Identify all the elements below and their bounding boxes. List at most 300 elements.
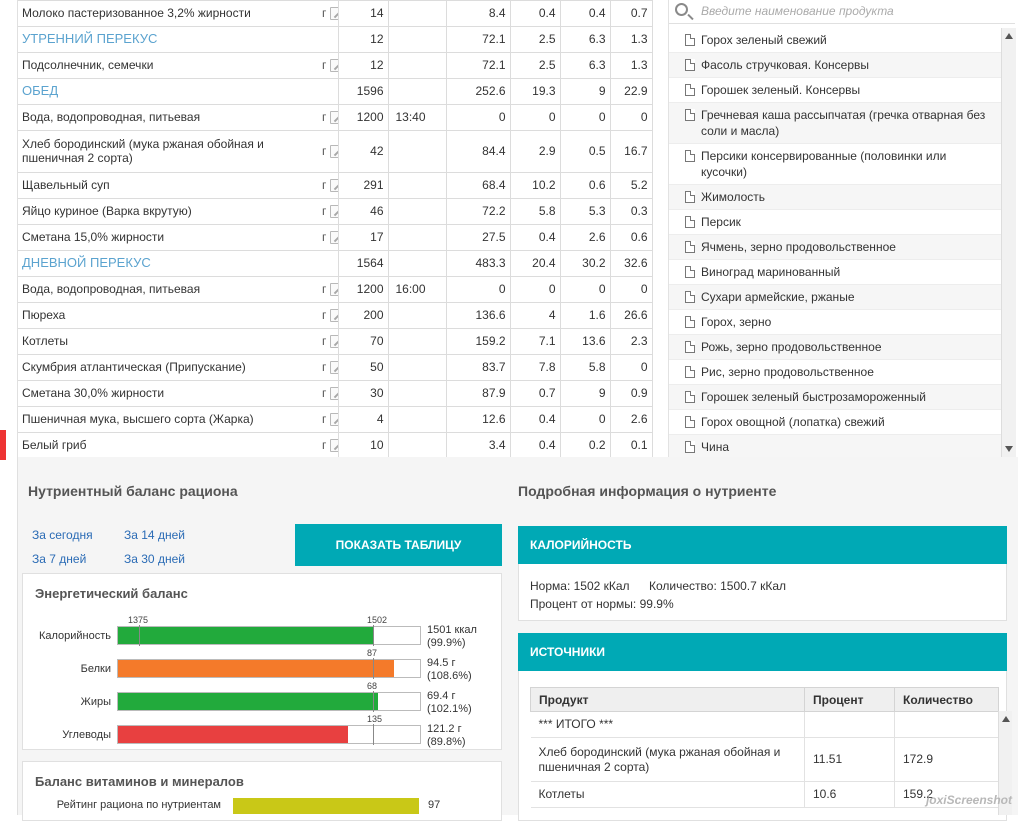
bar-percent: (89.8%) (427, 736, 466, 748)
unit-cell[interactable] (318, 172, 338, 198)
period-30-days-link[interactable]: За 30 дней (124, 552, 185, 566)
food-row[interactable] (18, 172, 652, 198)
bar-fill (118, 693, 378, 710)
food-row[interactable] (18, 354, 652, 380)
bar-value: 94.5 г (427, 657, 456, 669)
kcal-cell: 3.4 (446, 432, 510, 457)
document-icon (685, 291, 695, 303)
product-name: Горошек зеленый. Консервы (701, 83, 861, 97)
product-name: Горох зеленый свежий (701, 33, 827, 47)
balance-title: Нутриентный баланс рациона (28, 483, 238, 499)
carbs-cell: 32.6 (610, 250, 652, 276)
document-icon (685, 416, 695, 428)
carbs-cell: 22.9 (610, 78, 652, 104)
food-name: Яйцо куриное (Варка вкрутую) (18, 198, 318, 224)
protein-cell: 2.5 (510, 52, 560, 78)
bar-value: 121.2 г (427, 723, 462, 735)
unit-label: г (322, 57, 327, 72)
unit-label: г (322, 281, 327, 296)
amount-text: Количество: 1500.7 кКал (649, 579, 787, 593)
fat-cell: 0.2 (560, 432, 610, 457)
show-table-button[interactable]: ПОКАЗАТЬ ТАБЛИЦУ (295, 524, 502, 566)
carbs-cell: 5.2 (610, 172, 652, 198)
bar-label: Углеводы (62, 729, 111, 741)
unit-cell[interactable] (318, 380, 338, 406)
product-item[interactable] (669, 410, 1001, 435)
calories-header: КАЛОРИЙНОСТЬ (518, 526, 1007, 564)
edit-icon[interactable] (330, 387, 338, 400)
fat-cell: 0.6 (560, 172, 610, 198)
carbs-cell: 0.1 (610, 432, 652, 457)
watermark-text: joxiScreenshot (925, 793, 1012, 807)
amount-cell: 10 (338, 432, 388, 457)
fat-cell: 9 (560, 78, 610, 104)
edit-icon[interactable] (330, 413, 338, 426)
fat-cell: 5.8 (560, 354, 610, 380)
document-icon (685, 341, 695, 353)
bar-value: 1501 ккал (427, 624, 477, 636)
carbs-cell: 0 (610, 104, 652, 130)
food-row[interactable] (18, 406, 652, 432)
food-row[interactable] (18, 328, 652, 354)
food-row[interactable] (18, 52, 652, 78)
fat-cell: 0 (560, 406, 610, 432)
unit-cell[interactable] (318, 52, 338, 78)
product-list-scrollbar[interactable] (1001, 28, 1016, 457)
rating-label: Рейтинг рациона по нутриентам (56, 799, 221, 811)
unit-cell[interactable] (318, 354, 338, 380)
bar-label: Калорийность (38, 630, 111, 642)
nutrient-info-title: Подробная информация о нутриенте (518, 483, 777, 499)
food-name: Сметана 15,0% жирности (18, 224, 318, 250)
food-name: Хлеб бородинский (мука ржаная обойная и пшеничная 2 сорта) (18, 130, 318, 172)
carbs-cell: 1.3 (610, 26, 652, 52)
protein-cell: 0.4 (510, 224, 560, 250)
food-name: Скумбрия атлантическая (Припускание) (18, 354, 318, 380)
kcal-cell: 72.1 (446, 26, 510, 52)
vitamins-card (22, 761, 502, 821)
protein-cell: 0 (510, 104, 560, 130)
product-name: Чина (701, 440, 730, 454)
edit-icon[interactable] (330, 283, 338, 296)
meal-row[interactable] (18, 26, 652, 52)
protein-cell: 19.3 (510, 78, 560, 104)
energy-bar (117, 692, 421, 711)
unit-label: г (322, 229, 327, 244)
food-name: Вода, водопроводная, питьевая (18, 104, 318, 130)
product-name: Жимолость (701, 190, 766, 204)
food-name: Котлеты (18, 328, 318, 354)
edit-icon[interactable] (330, 205, 338, 218)
meal-name: ДНЕВНОЙ ПЕРЕКУС (18, 250, 318, 276)
amount-cell: 46 (338, 198, 388, 224)
carbs-cell: 0 (610, 354, 652, 380)
unit-label: г (322, 411, 327, 426)
carbs-cell: 2.3 (610, 328, 652, 354)
protein-cell: 2.9 (510, 130, 560, 172)
carbs-cell: 0 (610, 276, 652, 302)
scroll-down-icon[interactable] (1005, 446, 1013, 452)
product-item[interactable] (669, 28, 1001, 53)
fat-cell: 0.5 (560, 130, 610, 172)
amount-cell: 17 (338, 224, 388, 250)
norm-marker (373, 625, 374, 646)
product-search-input[interactable] (699, 2, 1009, 20)
amount-cell: 291 (338, 172, 388, 198)
fat-cell: 0 (560, 276, 610, 302)
bar-value: 69.4 г (427, 690, 456, 702)
document-icon (685, 441, 695, 453)
unit-cell[interactable] (318, 198, 338, 224)
source-amount-cell (895, 712, 999, 738)
fat-cell: 30.2 (560, 250, 610, 276)
carbs-cell: 2.6 (610, 406, 652, 432)
product-name: Горошек зеленый быстрозамороженный (701, 390, 927, 404)
kcal-cell: 84.4 (446, 130, 510, 172)
energy-bar (117, 725, 421, 744)
source-percent-cell: 10.6 (805, 782, 895, 808)
fat-cell: 13.6 (560, 328, 610, 354)
unit-label: г (322, 437, 327, 452)
unit-cell[interactable] (318, 328, 338, 354)
kcal-cell: 87.9 (446, 380, 510, 406)
amount-cell: 1596 (338, 78, 388, 104)
time-cell (388, 224, 446, 250)
carbs-cell: 0.7 (610, 0, 652, 26)
food-row[interactable] (18, 198, 652, 224)
unit-cell[interactable] (318, 130, 338, 172)
kcal-cell: 27.5 (446, 224, 510, 250)
kcal-cell: 252.6 (446, 78, 510, 104)
source-row[interactable] (531, 712, 999, 738)
protein-cell: 0.7 (510, 380, 560, 406)
time-cell (388, 250, 446, 276)
sources-header: ИСТОЧНИКИ (518, 633, 1007, 671)
product-item[interactable] (669, 435, 1001, 457)
unit-label: г (322, 203, 327, 218)
source-product-cell: Хлеб бородинский (мука ржаная обойная и пшеничная 2 сорта) (531, 738, 805, 782)
time-cell (388, 52, 446, 78)
unit-label: г (322, 5, 327, 20)
kcal-cell: 483.3 (446, 250, 510, 276)
amount-cell: 1200 (338, 276, 388, 302)
period-14-days-link[interactable]: За 14 дней (124, 528, 185, 542)
time-cell (388, 172, 446, 198)
food-name: Пюреха (18, 302, 318, 328)
meal-row[interactable] (18, 250, 652, 276)
food-name: Подсолнечник, семечки (18, 52, 318, 78)
source-amount-cell: 159.2 (895, 782, 999, 808)
source-percent-cell: 11.51 (805, 738, 895, 782)
norm-label: 68 (367, 681, 378, 691)
document-icon (685, 241, 695, 253)
amount-cell: 1564 (338, 250, 388, 276)
kcal-cell: 8.4 (446, 0, 510, 26)
amount-cell: 70 (338, 328, 388, 354)
food-name: Белый гриб (18, 432, 318, 457)
source-product-cell: Котлеты (531, 782, 805, 808)
amount-cell: 30 (338, 380, 388, 406)
food-name: Молоко пастеризованное 3,2% жирности (18, 0, 318, 26)
edit-icon[interactable] (330, 231, 338, 244)
product-name: Рис, зерно продовольственное (701, 365, 874, 379)
kcal-cell: 12.6 (446, 406, 510, 432)
time-cell (388, 328, 446, 354)
edit-icon[interactable] (330, 59, 338, 72)
document-icon (685, 191, 695, 203)
document-icon (685, 84, 695, 96)
sources-table (530, 687, 999, 808)
unit-cell[interactable] (318, 302, 338, 328)
food-name: Щавельный суп (18, 172, 318, 198)
nutrient-balance-area (18, 457, 1018, 815)
energy-balance-card (22, 573, 502, 750)
product-item[interactable] (669, 144, 1001, 185)
percent-text: Процент от нормы: 99.9% (530, 597, 674, 611)
food-row[interactable] (18, 432, 652, 457)
carbs-cell: 1.3 (610, 52, 652, 78)
kcal-cell: 0 (446, 104, 510, 130)
sources-column-product[interactable]: Продукт (531, 688, 805, 712)
kcal-cell: 159.2 (446, 328, 510, 354)
fat-cell: 1.6 (560, 302, 610, 328)
protein-cell: 4 (510, 302, 560, 328)
bar-percent: (99.9%) (427, 637, 466, 649)
product-name: Горох овощной (лопатка) свежий (701, 415, 885, 429)
amount-cell: 200 (338, 302, 388, 328)
product-name: Виноград маринованный (701, 265, 841, 279)
product-item[interactable] (669, 385, 1001, 410)
fat-cell: 6.3 (560, 26, 610, 52)
document-icon (685, 109, 695, 121)
product-name: Гречневая каша рассыпчатая (гречка отварная без соли и масла) (701, 108, 986, 138)
kcal-cell: 0 (446, 276, 510, 302)
protein-cell: 7.8 (510, 354, 560, 380)
unit-cell (318, 78, 338, 104)
amount-cell: 12 (338, 26, 388, 52)
time-cell (388, 432, 446, 457)
source-amount-cell: 172.9 (895, 738, 999, 782)
edit-icon[interactable] (330, 335, 338, 348)
period-7-days-link[interactable]: За 7 дней (32, 552, 87, 566)
amount-cell: 50 (338, 354, 388, 380)
unit-cell (318, 250, 338, 276)
bar-percent: (102.1%) (427, 703, 472, 715)
vitamins-title: Баланс витаминов и минералов (35, 774, 244, 789)
min-label: 1375 (128, 615, 149, 625)
food-row[interactable] (18, 104, 652, 130)
carbs-cell: 0.9 (610, 380, 652, 406)
unit-label: г (322, 359, 327, 374)
protein-cell: 0.4 (510, 406, 560, 432)
product-name: Фасоль стручковая. Консервы (701, 58, 869, 72)
product-name: Рожь, зерно продовольственное (701, 340, 882, 354)
source-percent-cell (805, 712, 895, 738)
nutrient-summary-card (518, 564, 1007, 621)
edit-icon[interactable] (330, 179, 338, 192)
time-cell (388, 198, 446, 224)
document-icon (685, 316, 695, 328)
kcal-cell: 68.4 (446, 172, 510, 198)
meal-name: УТРЕННИЙ ПЕРЕКУС (18, 26, 318, 52)
product-search-panel (668, 0, 1018, 457)
edit-icon[interactable] (330, 361, 338, 374)
unit-cell[interactable] (318, 432, 338, 457)
product-name: Персики консервированные (половинки или кусочки) (701, 149, 947, 179)
period-today-link[interactable]: За сегодня (32, 528, 93, 542)
scroll-up-icon[interactable] (1005, 33, 1013, 39)
time-cell (388, 130, 446, 172)
unit-label: г (322, 307, 327, 322)
amount-cell: 1200 (338, 104, 388, 130)
carbs-cell: 26.6 (610, 302, 652, 328)
unit-cell[interactable] (318, 276, 338, 302)
protein-cell: 0.4 (510, 0, 560, 26)
edit-icon[interactable] (330, 309, 338, 322)
document-icon (685, 366, 695, 378)
unit-label: г (322, 333, 327, 348)
bar-fill (118, 726, 348, 743)
unit-cell[interactable] (318, 406, 338, 432)
bar-label: Жиры (80, 696, 111, 708)
meal-name: ОБЕД (18, 78, 318, 104)
product-name: Горох, зерно (701, 315, 772, 329)
time-cell (388, 380, 446, 406)
unit-label: г (322, 177, 327, 192)
time-cell (388, 406, 446, 432)
food-diary-table (18, 0, 666, 457)
sources-column-amount[interactable]: Количество (895, 688, 999, 712)
product-item[interactable] (669, 310, 1001, 335)
food-name: Пшеничная мука, высшего сорта (Жарка) (18, 406, 318, 432)
product-item[interactable] (669, 260, 1001, 285)
unit-label: г (322, 143, 327, 158)
norm-label: 87 (367, 648, 378, 658)
food-row[interactable] (18, 130, 652, 172)
search-icon (675, 3, 688, 16)
product-name: Сухари армейские, ржаные (701, 290, 855, 304)
food-row[interactable] (18, 276, 652, 302)
product-item[interactable] (669, 285, 1001, 310)
source-row[interactable] (531, 738, 999, 782)
protein-cell: 5.8 (510, 198, 560, 224)
food-name: Сметана 30,0% жирности (18, 380, 318, 406)
unit-cell[interactable] (318, 0, 338, 26)
amount-cell: 42 (338, 130, 388, 172)
document-icon (685, 150, 695, 162)
rating-bar (233, 798, 419, 814)
fat-cell: 6.3 (560, 52, 610, 78)
food-row[interactable] (18, 0, 652, 26)
unit-cell[interactable] (318, 104, 338, 130)
product-list (669, 28, 1001, 457)
edit-icon[interactable] (330, 145, 338, 158)
edit-icon[interactable] (330, 439, 338, 452)
scroll-up-icon[interactable] (1002, 716, 1010, 722)
protein-cell: 20.4 (510, 250, 560, 276)
kcal-cell: 72.1 (446, 52, 510, 78)
food-row[interactable] (18, 380, 652, 406)
source-product-cell: *** ИТОГО *** (531, 712, 805, 738)
energy-balance-title: Энергетический баланс (35, 586, 188, 601)
food-row[interactable] (18, 224, 652, 250)
document-icon (685, 391, 695, 403)
carbs-cell: 16.7 (610, 130, 652, 172)
norm-marker (373, 658, 374, 679)
kcal-cell: 136.6 (446, 302, 510, 328)
food-table (18, 0, 653, 457)
amount-cell: 14 (338, 0, 388, 26)
fat-cell: 2.6 (560, 224, 610, 250)
food-name: Вода, водопроводная, питьевая (18, 276, 318, 302)
norm-marker (373, 724, 374, 745)
kcal-cell: 83.7 (446, 354, 510, 380)
product-name: Ячмень, зерно продовольственное (701, 240, 896, 254)
energy-bar (117, 626, 421, 645)
bar-percent: (108.6%) (427, 670, 472, 682)
amount-cell: 12 (338, 52, 388, 78)
unit-cell (318, 26, 338, 52)
unit-label: г (322, 109, 327, 124)
protein-cell: 0 (510, 276, 560, 302)
document-icon (685, 266, 695, 278)
time-cell (388, 0, 446, 26)
time-cell (388, 302, 446, 328)
norm-label: 1502 (367, 615, 388, 625)
left-red-marker (0, 430, 6, 460)
time-cell: 13:40 (388, 104, 446, 130)
protein-cell: 0.4 (510, 432, 560, 457)
product-item[interactable] (669, 53, 1001, 78)
amount-cell: 4 (338, 406, 388, 432)
carbs-cell: 0.3 (610, 198, 652, 224)
norm-marker (373, 691, 374, 712)
product-item[interactable] (669, 185, 1001, 210)
bar-fill (118, 660, 394, 677)
document-icon (685, 216, 695, 228)
protein-cell: 7.1 (510, 328, 560, 354)
protein-cell: 10.2 (510, 172, 560, 198)
food-row[interactable] (18, 302, 652, 328)
product-item[interactable] (669, 360, 1001, 385)
product-item[interactable] (669, 210, 1001, 235)
product-item[interactable] (669, 335, 1001, 360)
time-cell (388, 26, 446, 52)
product-item[interactable] (669, 235, 1001, 260)
fat-cell: 5.3 (560, 198, 610, 224)
product-item[interactable] (669, 103, 1001, 144)
fat-cell: 0.4 (560, 0, 610, 26)
energy-bar (117, 659, 421, 678)
bar-label: Белки (80, 663, 111, 675)
unit-cell[interactable] (318, 224, 338, 250)
kcal-cell: 72.2 (446, 198, 510, 224)
edit-icon[interactable] (330, 111, 338, 124)
time-cell (388, 78, 446, 104)
edit-icon[interactable] (330, 7, 338, 20)
time-cell: 16:00 (388, 276, 446, 302)
time-cell (388, 354, 446, 380)
meal-row[interactable] (18, 78, 652, 104)
product-item[interactable] (669, 78, 1001, 103)
fat-cell: 0 (560, 104, 610, 130)
fat-cell: 9 (560, 380, 610, 406)
protein-cell: 2.5 (510, 26, 560, 52)
bar-fill (118, 627, 373, 644)
sources-column-percent[interactable]: Процент (805, 688, 895, 712)
norm-label: 135 (367, 714, 383, 724)
document-icon (685, 59, 695, 71)
